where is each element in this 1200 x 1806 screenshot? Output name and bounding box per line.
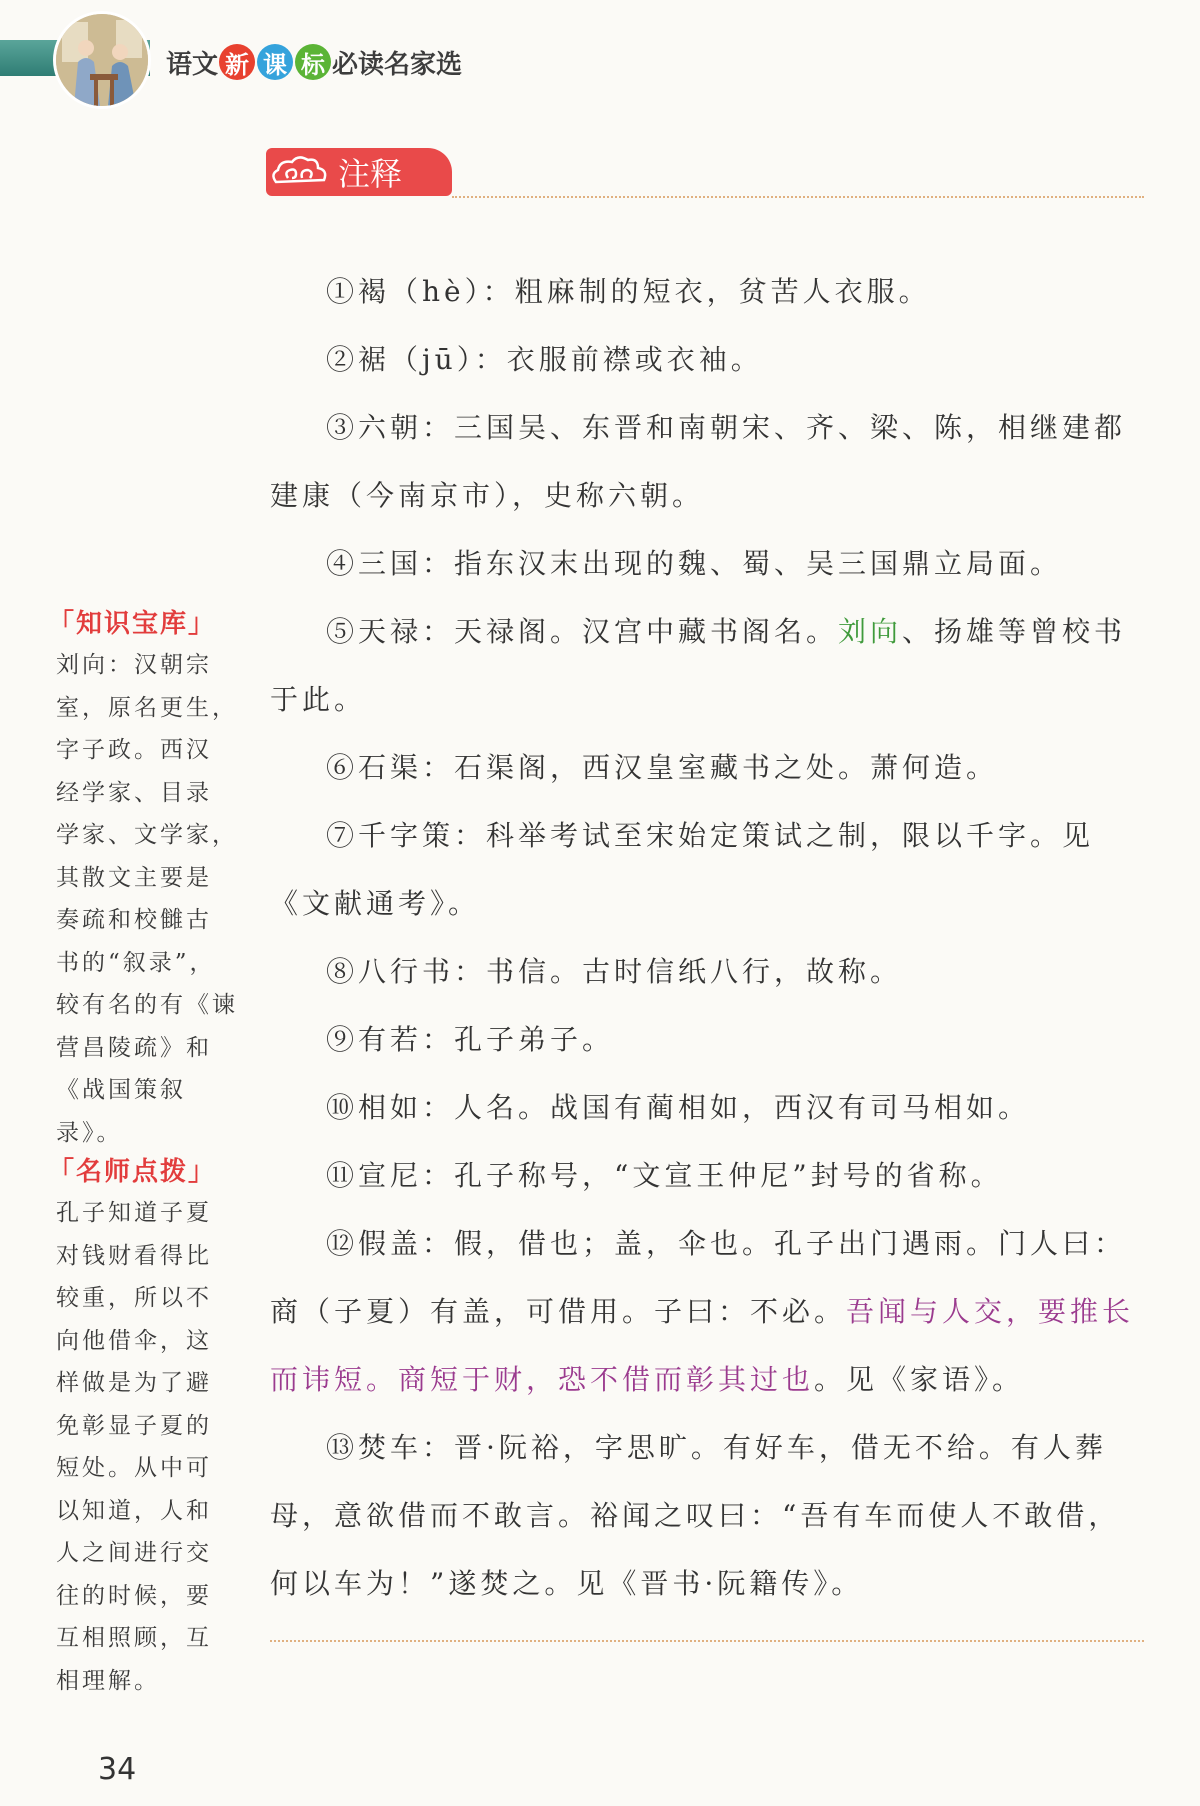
header-illustration xyxy=(56,14,148,106)
note-5: ⑤天禄：天禄阁。汉宫中藏书阁名。刘向、扬雄等曾校书于此。 xyxy=(270,615,1127,716)
sidebar-teacher-tips xyxy=(48,1152,238,1702)
note-4: ④三国：指东汉末出现的魏、蜀、吴三国鼎立局面。 xyxy=(326,547,1063,580)
note-3: ③六朝：三国吴、东晋和南朝宋、齐、梁、陈，相继建都建康（今南京市），史称六朝。 xyxy=(270,411,1127,512)
note-2: ②裾（jū）：衣服前襟或衣袖。 xyxy=(326,343,763,376)
page-number: 34 xyxy=(98,1752,137,1787)
note-13: ⑬焚车：晋·阮裕，字思旷。有好车，借无不给。有人葬母，意欲借而不敢言。裕闻之叹曰：“吾有车而使人不敢借，何以车为！”遂焚之。见《晋书·阮籍传》。 xyxy=(270,1431,1121,1600)
series-title xyxy=(166,42,462,82)
note-7: ⑦千字策：科举考试至宋始定策试之制，限以千字。见《文献通考》。 xyxy=(270,819,1095,920)
section-header xyxy=(266,148,452,196)
series-title-post: 必读名家选 xyxy=(332,49,463,80)
section-divider-bottom xyxy=(270,1640,1144,1642)
highlight-liu-xiang: 刘向 xyxy=(838,615,903,648)
sidebar-teacher-tips-heading: 「名师点拨」 xyxy=(48,1157,217,1187)
badge-char-biao: 标 xyxy=(295,44,331,80)
sidebar-teacher-tips-text: 孔子知道子夏 对钱财看得比 较重，所以不 向他借伞，这 样做是为了避 免彰显子夏的 短处。从中可 以知道，人和 人之间进行交 往的时候，要 互相照顾，互 相理解。 xyxy=(56,1200,212,1694)
note-10: ⑩相如：人名。战国有蔺相如，西汉有司马相如。 xyxy=(326,1091,1031,1124)
annotation-list xyxy=(270,258,1144,1618)
sidebar-knowledge-text: 刘向：汉朝宗 室，原名更生， 字子政。西汉 经学家、目录 学家、文学家， 其散文主要是 奏疏和校雠古 书的“叙录”， 较有名的有《谏 营昌陵疏》和 《战国策叙录》。 xyxy=(56,652,238,1146)
highlight-confucius-quote: 吾闻与人交，要推长而讳短。商短于财，恐不借而彰其过也 xyxy=(270,1295,1135,1396)
badge-char-xin: 新 xyxy=(219,44,255,80)
note-12: ⑫假盖：假，借也；盖，伞也。孔子出门遇雨。门人曰：商（子夏）有盖，可借用。子曰：不必。吾闻与人交，要推长而讳短。商短于财，恐不借而彰其过也。见《家语》。 xyxy=(270,1227,1135,1396)
sidebar-knowledge-heading: 「知识宝库」 xyxy=(48,609,217,639)
note-6: ⑥石渠：石渠阁，西汉皇室藏书之处。萧何造。 xyxy=(326,751,999,784)
section-divider-top xyxy=(452,196,1144,198)
sidebar-knowledge xyxy=(48,604,238,1154)
note-8: ⑧八行书：书信。古时信纸八行，故称。 xyxy=(326,955,903,988)
note-1: ①褐（hè）：粗麻制的短衣，贫苦人衣服。 xyxy=(326,275,931,308)
badge-char-ke: 课 xyxy=(257,44,293,80)
cloud-swirl-icon xyxy=(266,148,336,196)
note-11: ⑪宣尼：孔子称号，“文宣王仲尼”封号的省称。 xyxy=(326,1159,1003,1192)
section-title: 注释 xyxy=(338,155,403,193)
note-9: ⑨有若：孔子弟子。 xyxy=(326,1023,615,1056)
series-title-pre: 语文 xyxy=(166,49,219,80)
